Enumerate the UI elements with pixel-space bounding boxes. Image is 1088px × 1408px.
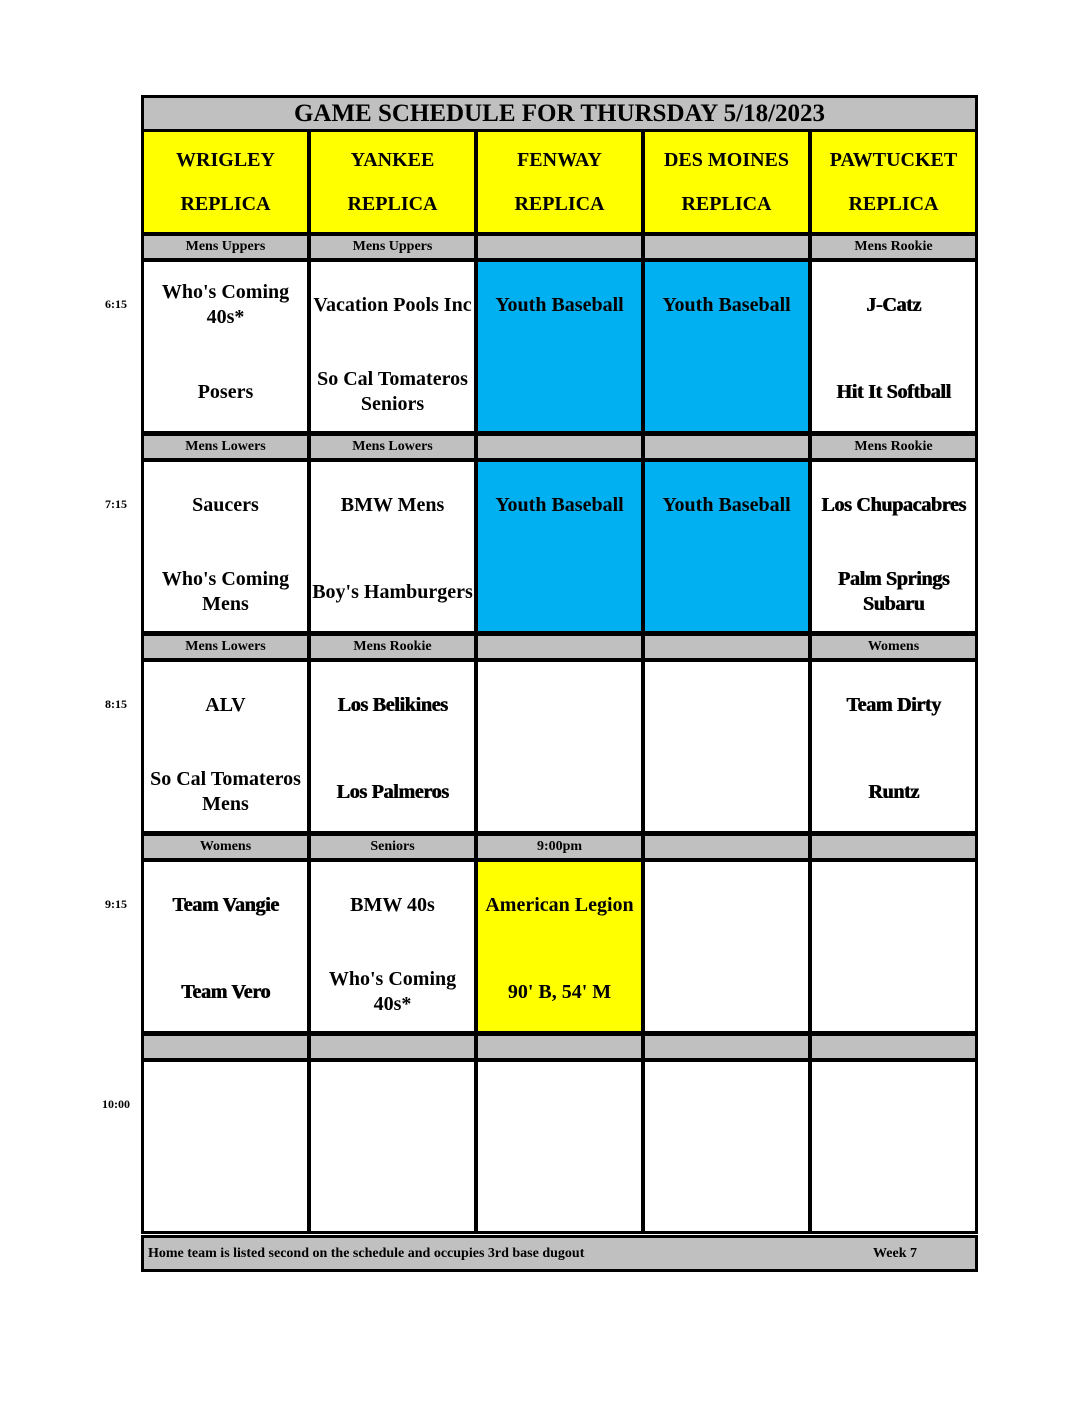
away-team: Youth Baseball — [662, 293, 791, 316]
game-cell — [308, 859, 477, 1034]
field-subtitle: REPLICA — [347, 192, 438, 215]
game-cell — [809, 659, 978, 834]
division-label — [475, 1033, 644, 1061]
division-label — [475, 233, 644, 261]
division-label: Mens Lowers — [141, 433, 310, 461]
game-cell — [141, 659, 310, 834]
home-team: Who's Coming 40s* — [328, 968, 457, 1015]
home-team — [645, 760, 808, 824]
division-label — [642, 433, 811, 461]
field-header — [308, 129, 477, 235]
division-label: 9:00pm — [475, 833, 644, 861]
game-cell — [809, 459, 978, 634]
division-label — [141, 1033, 310, 1061]
game-cell — [308, 459, 477, 634]
home-team — [311, 1160, 474, 1224]
schedule-footer — [141, 1235, 978, 1272]
away-team: Youth Baseball — [495, 293, 624, 316]
field-header — [642, 129, 811, 235]
home-team — [645, 360, 808, 424]
game-cell — [308, 1059, 477, 1234]
home-team — [478, 560, 641, 624]
away-team — [478, 676, 641, 734]
home-team — [812, 960, 975, 1024]
time-label: 10:00 — [102, 1097, 130, 1111]
game-cell — [642, 859, 811, 1034]
away-team — [812, 1076, 975, 1134]
field-subtitle: REPLICA — [514, 192, 605, 215]
game-cell — [141, 259, 310, 434]
division-label: Mens Uppers — [141, 233, 310, 261]
field-name: PAWTUCKET — [829, 148, 958, 171]
away-team: BMW 40s — [350, 893, 435, 916]
home-team — [478, 360, 641, 424]
field-header — [475, 129, 644, 235]
time-label: 7:15 — [105, 497, 127, 511]
away-team: ALV — [205, 693, 246, 716]
division-label: Mens Lowers — [308, 433, 477, 461]
field-name: DES MOINES — [663, 148, 790, 171]
home-team: So Cal Tomateros Seniors — [317, 368, 468, 415]
division-label — [809, 1033, 978, 1061]
schedule-title: GAME SCHEDULE FOR THURSDAY 5/18/2023 — [141, 95, 978, 132]
away-team — [144, 1076, 307, 1134]
away-team: Team Dirty — [846, 693, 941, 716]
home-team — [645, 1160, 808, 1224]
away-team — [645, 676, 808, 734]
division-label: Mens Lowers — [141, 633, 310, 661]
home-team: 90' B, 54' M — [507, 980, 612, 1003]
field-subtitle: REPLICA — [180, 192, 271, 215]
away-team: Saucers — [192, 493, 259, 516]
home-team: Runtz — [868, 780, 919, 803]
division-label: Mens Rookie — [809, 233, 978, 261]
away-team — [812, 876, 975, 934]
field-subtitle: REPLICA — [681, 192, 772, 215]
time-label: 8:15 — [105, 697, 127, 711]
field-subtitle: REPLICA — [848, 192, 939, 215]
game-cell — [809, 259, 978, 434]
division-label — [475, 433, 644, 461]
division-label — [308, 1033, 477, 1061]
home-team: So Cal Tomateros Mens — [150, 768, 301, 815]
away-team: BMW Mens — [340, 493, 445, 516]
division-label: Womens — [809, 633, 978, 661]
division-label: Womens — [141, 833, 310, 861]
game-cell — [141, 1059, 310, 1234]
game-cell — [475, 1059, 644, 1234]
home-team: Palm Springs Subaru — [837, 568, 950, 615]
home-team: Team Vero — [181, 980, 270, 1003]
time-label: 6:15 — [105, 297, 127, 311]
field-name: YANKEE — [350, 148, 435, 171]
away-team: J-Catz — [866, 293, 921, 316]
home-team — [478, 1160, 641, 1224]
division-label — [642, 833, 811, 861]
time-label: 9:15 — [105, 897, 127, 911]
away-team: Who's Coming 40s* — [161, 281, 290, 328]
field-header — [809, 129, 978, 235]
away-team: Los Chupacabres — [821, 493, 966, 516]
game-cell — [475, 459, 644, 634]
away-team: Vacation Pools Inc — [313, 293, 472, 316]
home-team: Posers — [197, 380, 254, 403]
game-cell — [809, 1059, 978, 1234]
division-label: Mens Rookie — [308, 633, 477, 661]
field-header — [141, 129, 310, 235]
division-label: Mens Uppers — [308, 233, 477, 261]
field-name: WRIGLEY — [176, 148, 275, 171]
week-label: Week 7 — [873, 1245, 917, 1261]
footer-note: Home team is listed second on the schedule and occupies 3rd base dugout — [148, 1245, 585, 1261]
home-team: Who's Coming Mens — [161, 568, 290, 615]
home-team — [144, 1160, 307, 1224]
game-cell — [141, 459, 310, 634]
away-team: Youth Baseball — [495, 493, 624, 516]
away-team — [311, 1076, 474, 1134]
division-label — [642, 233, 811, 261]
home-team — [478, 760, 641, 824]
division-label — [642, 633, 811, 661]
away-team: Youth Baseball — [662, 493, 791, 516]
game-cell — [642, 459, 811, 634]
division-label: Seniors — [308, 833, 477, 861]
division-label — [642, 1033, 811, 1061]
field-name: FENWAY — [517, 148, 602, 171]
away-team — [645, 1076, 808, 1134]
game-cell — [141, 859, 310, 1034]
away-team — [478, 1076, 641, 1134]
game-cell — [475, 259, 644, 434]
away-team: American Legion — [485, 893, 634, 916]
game-cell — [308, 659, 477, 834]
division-label: Mens Rookie — [809, 433, 978, 461]
game-cell — [642, 659, 811, 834]
game-cell — [475, 859, 644, 1034]
away-team — [645, 876, 808, 934]
division-label — [809, 833, 978, 861]
home-team — [645, 560, 808, 624]
game-cell — [642, 259, 811, 434]
home-team — [812, 1160, 975, 1224]
game-cell — [642, 1059, 811, 1234]
home-team — [645, 960, 808, 1024]
home-team: Hit It Softball — [836, 380, 951, 403]
game-cell — [475, 659, 644, 834]
game-cell — [308, 259, 477, 434]
home-team: Los Palmeros — [336, 780, 449, 803]
game-cell — [809, 859, 978, 1034]
division-label — [475, 633, 644, 661]
away-team: Team Vangie — [172, 893, 279, 916]
away-team: Los Belikines — [337, 693, 448, 716]
home-team: Boy's Hamburgers — [312, 580, 473, 603]
